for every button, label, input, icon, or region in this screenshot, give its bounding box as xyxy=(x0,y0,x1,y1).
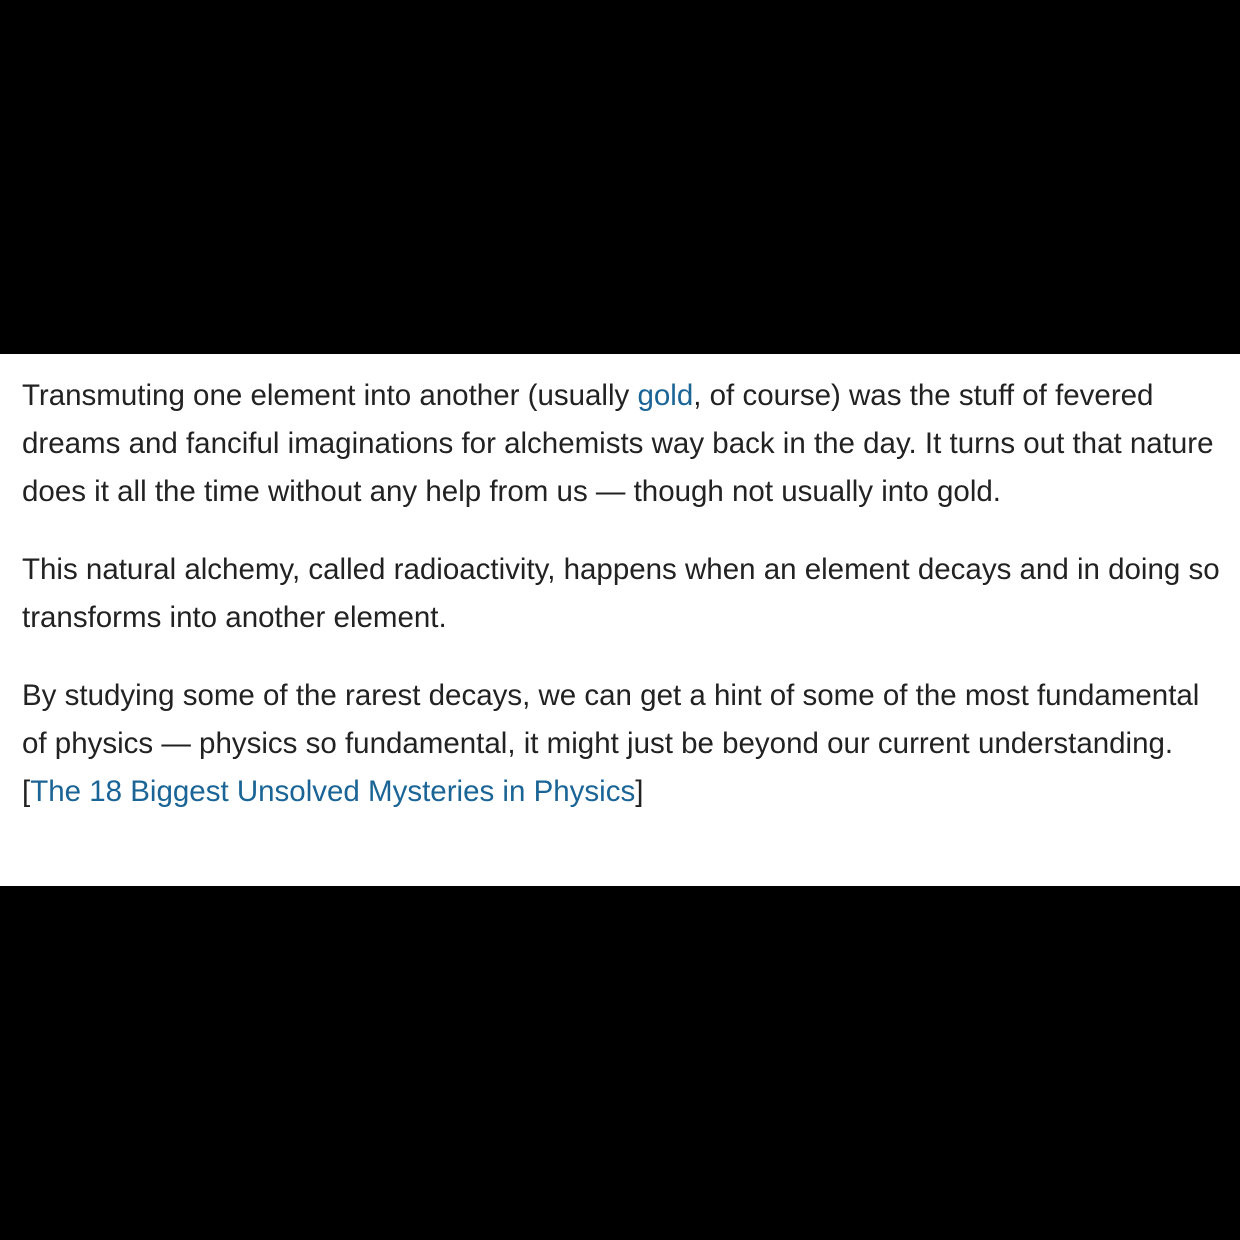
paragraph-3 xyxy=(22,672,1226,816)
paragraph-2-text: This natural alchemy, called radioactivity, happens when an element decays and in doing so transforms into another element. xyxy=(22,553,1220,634)
paragraph-1 xyxy=(22,372,1226,516)
paragraph-3-text-after: ] xyxy=(635,775,644,808)
paragraph-2 xyxy=(22,546,1226,642)
paragraph-1-text-before: Transmuting one element into another (usually xyxy=(22,379,638,412)
paragraph-3-text-before: By studying some of the rarest decays, we can get a hint of some of the most fundamental of physics — physics so fundamental, it might just be beyond our current understanding. [ xyxy=(22,679,1200,808)
paragraph-1-text-after: , of course) was the stuff of fevered dreams and fanciful imaginations for alchemists way back in the day. It turns out that nature does it all the time without any help from us — though not usually into gold. xyxy=(22,379,1214,508)
article-body xyxy=(0,354,1240,886)
unsolved-mysteries-link[interactable]: The 18 Biggest Unsolved Mysteries in Physics xyxy=(30,775,636,808)
gold-link[interactable]: gold xyxy=(637,379,694,412)
